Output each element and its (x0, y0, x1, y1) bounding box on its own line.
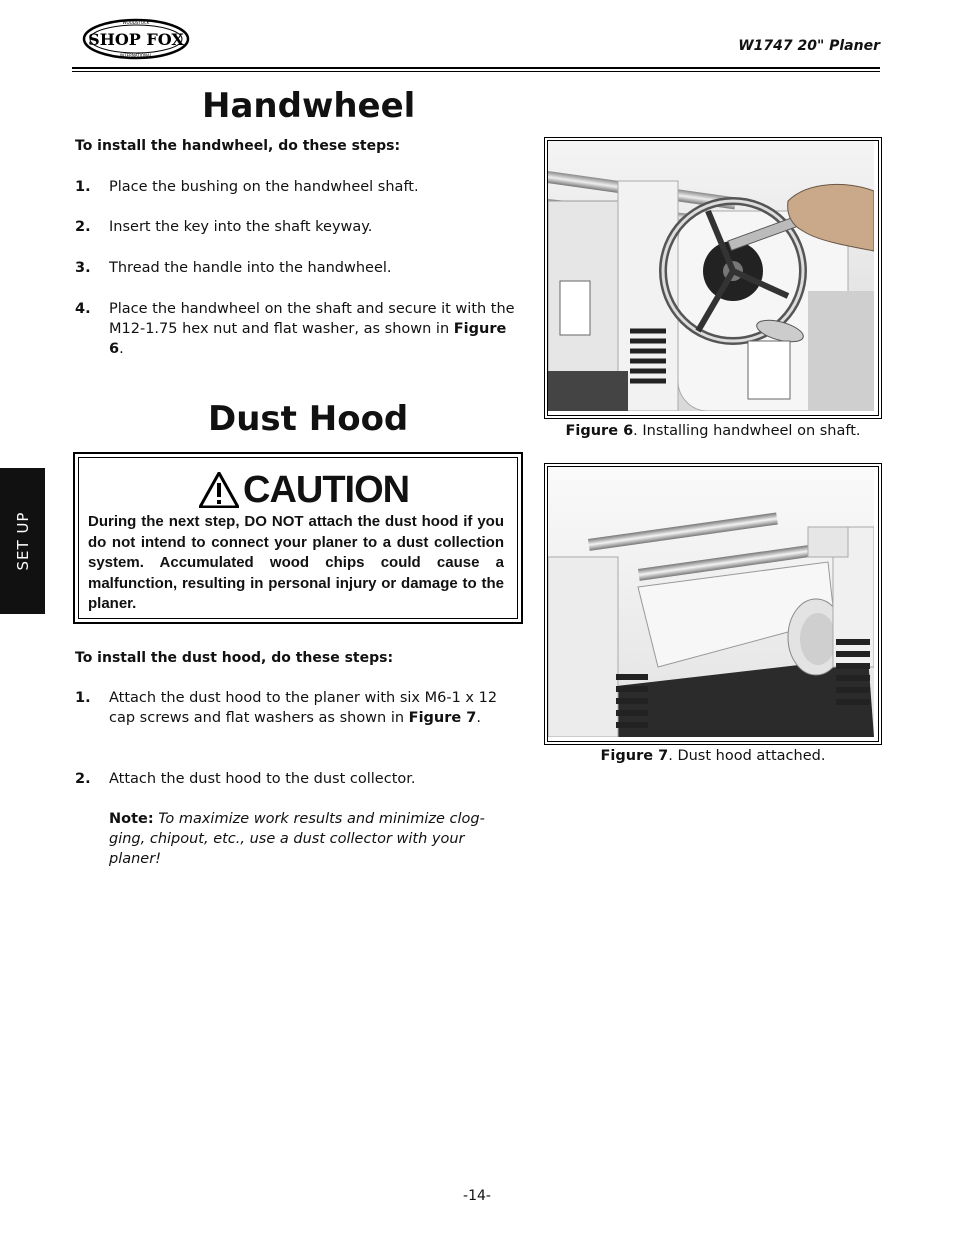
figure-7-image (544, 463, 882, 745)
step-text-end: . (119, 341, 124, 357)
figure-label: Figure 7 (600, 748, 669, 764)
figure-caption-text: . Dust hood attached. (668, 748, 826, 764)
handwheel-step-4 (75, 299, 521, 361)
handwheel-step-1 (75, 177, 521, 197)
step-number: 3. (75, 260, 91, 276)
figure-reference: Figure 6 (109, 321, 507, 357)
note-label: Note: (109, 811, 154, 827)
handwheel-photo (548, 141, 874, 411)
dust-hood-note (109, 809, 519, 869)
header-rule-thin (72, 71, 880, 72)
step-text-end: . (476, 710, 481, 726)
figure-reference: Figure 7 (408, 710, 477, 726)
svg-text:INTERNATIONAL: INTERNATIONAL (119, 53, 153, 58)
dust-hood-step-2 (75, 769, 521, 789)
caution-label: CAUTION (243, 469, 410, 511)
document-title: W1747 20" Planer (738, 38, 880, 54)
dust-hood-heading: Dust Hood (208, 399, 409, 439)
handwheel-step-2 (75, 217, 521, 237)
handwheel-step-3 (75, 258, 521, 278)
caution-text: During the next step, DO NOT attach the dust hood if you do not intend to connect your planer to a dust collection system. Accumulated wood chips could cause a malfunction, resulting in personal injury or damage to the planer. (88, 513, 504, 612)
step-text: Insert the key into the shaft keyway. (109, 219, 373, 235)
dust-hood-step-1 (75, 688, 521, 750)
section-side-tab (0, 468, 45, 614)
step-number: 1. (75, 179, 91, 195)
step-number: 1. (75, 690, 91, 706)
svg-text:SHOP FOX: SHOP FOX (88, 30, 184, 49)
step-number: 2. (75, 771, 91, 787)
header-rule (72, 67, 880, 69)
note-text: To maximize work results and minimize clog-ging, chipout, etc., use a dust collector with your planer! (109, 811, 485, 867)
handwheel-heading: Handwheel (202, 86, 416, 126)
figure-6-caption (544, 423, 882, 439)
page-number: -14- (463, 1188, 491, 1204)
step-number: 2. (75, 219, 91, 235)
dust-hood-photo (548, 467, 874, 737)
warning-triangle-icon (199, 472, 239, 508)
figure-7-caption (544, 748, 882, 764)
step-text: Place the bushing on the handwheel shaft. (109, 179, 419, 195)
step-text: Attach the dust hood to the planer with six M6-1 x 12 cap screws and flat washers as shown in (109, 690, 498, 726)
figure-label: Figure 6 (565, 423, 634, 439)
caution-box (73, 452, 523, 624)
step-number: 4. (75, 301, 91, 317)
step-text: Place the handwheel on the shaft and secure it with the M12-1.75 hex nut and flat washer, as shown in (109, 301, 515, 337)
dust-hood-intro: To install the dust hood, do these steps: (75, 650, 394, 666)
handwheel-intro: To install the handwheel, do these steps: (75, 138, 401, 154)
figure-6-image (544, 137, 882, 419)
svg-text:WOODSTOCK: WOODSTOCK (122, 20, 150, 25)
figure-caption-text: . Installing handwheel on shaft. (633, 423, 861, 439)
side-tab-label: SET UP (13, 511, 32, 571)
step-text: Thread the handle into the handwheel. (109, 260, 392, 276)
step-text: Attach the dust hood to the dust collector. (109, 771, 416, 787)
shop-fox-logo (82, 18, 190, 60)
